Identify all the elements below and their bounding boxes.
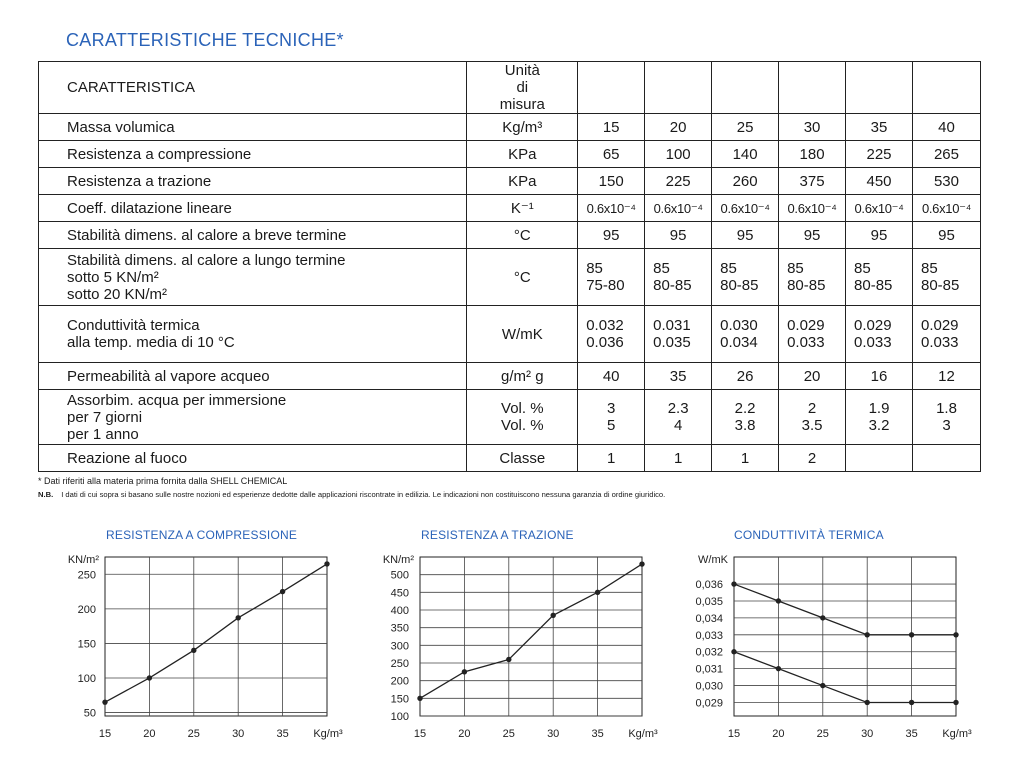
value-line: 15 xyxy=(602,118,620,136)
row-label-line: Stabilità dimens. al calore a breve termine xyxy=(67,226,347,244)
value-line: 80-85 xyxy=(720,277,759,294)
y-axis-label: KN/m² xyxy=(67,554,99,566)
value-line: 95 xyxy=(736,226,754,244)
value-line: 225 xyxy=(665,172,691,190)
x-tick-label: 15 xyxy=(727,728,741,740)
y-tick-label: 0,031 xyxy=(695,663,723,676)
y-tick-label: 0,034 xyxy=(695,612,723,625)
x-tick-label: 25 xyxy=(187,728,200,740)
value-line: 2.3 xyxy=(667,400,689,417)
value-line: 260 xyxy=(732,172,758,190)
value-line: 0.029 xyxy=(854,317,892,334)
value-line: 0.6x10⁻⁴ xyxy=(586,200,636,216)
nb-text: I dati di cui sopra si basano sulle nostre nozioni ed esperienze dedotte dalle applicazioni riscontrate in edilizia. Le indicazioni non costituiscono nessuna garanzia di ordine giuridico. xyxy=(61,490,666,499)
y-tick-label: 300 xyxy=(390,640,409,653)
value-line: 80-85 xyxy=(854,277,893,294)
header-unit-line: misura xyxy=(499,96,545,113)
value-line: 3.2 xyxy=(868,417,890,434)
value-line: 85 xyxy=(920,260,938,277)
x-tick-label: 25 xyxy=(502,728,515,740)
value-line: 1.9 xyxy=(868,400,890,417)
x-tick-label: 30 xyxy=(232,728,245,740)
data-point xyxy=(820,615,825,620)
x-tick-label: 35 xyxy=(905,728,918,740)
value-line: 75-80 xyxy=(586,277,625,294)
data-point xyxy=(820,683,825,688)
x-axis-label: Kg/m³ xyxy=(313,728,343,740)
chart-title-compression: RESISTENZA A COMPRESSIONE xyxy=(106,528,298,542)
y-tick-label: 200 xyxy=(77,603,96,616)
value-line: 30 xyxy=(803,118,821,136)
row-label-line: per 7 giorni xyxy=(67,408,143,426)
series-line xyxy=(734,584,956,635)
value-line: 12 xyxy=(938,367,955,385)
value-line: 0.6x10⁻⁴ xyxy=(787,200,837,216)
value-line: 0.029 xyxy=(787,317,825,334)
nb-label: N.B. xyxy=(38,490,54,499)
value-line: 0.031 xyxy=(653,317,691,334)
value-line: 95 xyxy=(669,226,687,244)
value-line: 35 xyxy=(870,118,888,136)
row-label-line: per 1 anno xyxy=(67,425,139,443)
value-line: 0.032 xyxy=(586,317,624,334)
data-point xyxy=(909,632,914,637)
value-line: 2 xyxy=(807,400,817,417)
value-line: 225 xyxy=(866,145,892,163)
row-unit-line: °C xyxy=(513,268,531,286)
chart-title-traction: RESISTENZA A TRAZIONE xyxy=(421,528,574,542)
y-tick-label: 0,029 xyxy=(695,697,723,710)
value-line: 1 xyxy=(607,449,616,467)
x-tick-label: 20 xyxy=(143,728,156,740)
x-tick-label: 25 xyxy=(816,728,829,740)
series-line xyxy=(734,652,956,703)
value-line: 0.036 xyxy=(586,334,624,351)
value-line: 85 xyxy=(586,260,603,277)
data-point xyxy=(909,700,914,705)
row-label-line: sotto 5 KN/m² xyxy=(67,268,159,286)
y-tick-label: 450 xyxy=(390,587,409,600)
row-unit-line: Vol. % xyxy=(501,400,544,417)
header-characteristic: CARATTERISTICA xyxy=(39,62,467,114)
value-line: 80-85 xyxy=(653,277,692,294)
row-unit-line: KPa xyxy=(508,172,537,190)
row-label-line: Resistenza a compressione xyxy=(67,145,252,163)
value-line: 20 xyxy=(803,367,821,385)
value-line: 3 xyxy=(607,400,616,417)
value-line: 140 xyxy=(732,145,758,163)
value-line: 1.8 xyxy=(936,400,957,417)
y-tick-label: 250 xyxy=(390,658,409,670)
data-point xyxy=(953,700,958,705)
value-line: 530 xyxy=(933,172,959,190)
value-line: 265 xyxy=(933,145,959,163)
value-line: 2 xyxy=(807,449,817,467)
value-line: 0.6x10⁻⁴ xyxy=(921,200,972,216)
value-line: 0.030 xyxy=(720,317,758,334)
row-label-line: sotto 20 KN/m² xyxy=(67,285,168,303)
y-tick-label: 0,030 xyxy=(695,680,723,693)
header-unit-line: di xyxy=(516,79,529,96)
row-label-line: alla temp. media di 10 °C xyxy=(67,334,235,351)
data-point xyxy=(731,581,736,586)
value-line: 0.6x10⁻⁴ xyxy=(854,200,904,216)
data-point xyxy=(865,700,870,705)
row-label-line: Assorbim. acqua per immersione xyxy=(67,391,287,409)
x-tick-label: 15 xyxy=(413,728,427,740)
x-tick-label: 30 xyxy=(861,728,874,740)
y-axis-label: KN/m² xyxy=(382,554,414,566)
y-tick-label: 100 xyxy=(390,711,409,723)
x-tick-label: 20 xyxy=(772,728,785,740)
row-unit-line: KPa xyxy=(508,145,537,163)
x-axis-label: Kg/m³ xyxy=(628,728,658,740)
value-line: 3.8 xyxy=(734,417,756,434)
row-unit-line: Classe xyxy=(499,449,546,467)
row-label-line: Permeabilità al vapore acqueo xyxy=(67,367,270,385)
x-tick-label: 35 xyxy=(591,728,604,740)
x-tick-label: 15 xyxy=(98,728,112,740)
value-line: 26 xyxy=(736,367,754,385)
value-line: 0.029 xyxy=(920,317,959,334)
y-tick-label: 150 xyxy=(390,693,409,706)
value-line: 0.6x10⁻⁴ xyxy=(720,200,770,216)
footnote: * Dati riferiti alla materia prima fornita dalla SHELL CHEMICAL xyxy=(38,476,288,486)
value-line: 85 xyxy=(854,260,871,277)
data-point xyxy=(731,649,736,654)
value-line: 375 xyxy=(799,172,825,190)
row-unit-line: Vol. % xyxy=(501,417,544,434)
plot-frame xyxy=(734,557,956,716)
y-tick-label: 0,033 xyxy=(695,629,723,642)
value-line: 5 xyxy=(607,417,616,434)
y-tick-label: 0,032 xyxy=(695,646,723,659)
value-line: 1 xyxy=(673,449,683,467)
value-line: 95 xyxy=(602,226,620,244)
data-point xyxy=(776,598,781,603)
row-label-line: Reazione al fuoco xyxy=(67,449,188,467)
x-axis-label: Kg/m³ xyxy=(942,728,972,740)
y-tick-label: 500 xyxy=(390,569,409,582)
value-line: 2.2 xyxy=(734,400,756,417)
value-line: 95 xyxy=(870,226,888,244)
x-tick-label: 20 xyxy=(458,728,471,740)
value-line: 3 xyxy=(942,417,951,434)
data-point xyxy=(865,632,870,637)
value-line: 85 xyxy=(787,260,804,277)
value-line: 450 xyxy=(866,172,892,190)
value-line: 80-85 xyxy=(787,277,826,294)
value-line: 95 xyxy=(803,226,821,244)
value-line: 85 xyxy=(720,260,737,277)
value-line: 80-85 xyxy=(920,277,960,294)
value-line: 3.5 xyxy=(801,417,823,434)
value-line: 0.035 xyxy=(653,334,691,351)
y-tick-label: 250 xyxy=(77,569,96,582)
y-axis-label: W/mK xyxy=(698,554,728,566)
x-tick-label: 30 xyxy=(547,728,560,740)
value-line: 0.033 xyxy=(920,334,959,351)
y-tick-label: 100 xyxy=(77,672,96,685)
value-line: 1 xyxy=(740,449,750,467)
value-line: 65 xyxy=(602,145,620,163)
value-line: 100 xyxy=(665,145,691,163)
row-unit-line: Kg/m³ xyxy=(502,118,543,136)
row-label-line: Coeff. dilatazione lineare xyxy=(67,199,232,217)
value-line: 180 xyxy=(799,145,825,163)
data-point xyxy=(776,666,781,671)
value-line: 20 xyxy=(669,118,687,136)
y-tick-label: 0,036 xyxy=(695,579,723,592)
value-line: 4 xyxy=(673,417,683,434)
y-tick-label: 0,035 xyxy=(695,595,723,608)
row-unit-line: K⁻¹ xyxy=(510,199,534,217)
value-line: 150 xyxy=(598,172,624,190)
y-tick-label: 150 xyxy=(77,638,96,651)
chart-title-conductivity: CONDUTTIVITÀ TERMICA xyxy=(734,528,884,542)
value-line: 35 xyxy=(669,367,687,385)
value-line: 40 xyxy=(602,367,620,385)
row-label-line: Massa volumica xyxy=(67,118,175,136)
value-line: 85 xyxy=(653,260,670,277)
value-line: 25 xyxy=(736,118,754,136)
value-line: 0.033 xyxy=(787,334,825,351)
row-unit-line: W/mK xyxy=(501,325,543,343)
y-tick-label: 50 xyxy=(83,707,96,720)
value-line: 0.6x10⁻⁴ xyxy=(653,200,703,216)
x-tick-label: 35 xyxy=(276,728,289,740)
value-line: 0.033 xyxy=(854,334,892,351)
row-label-line: Stabilità dimens. al calore a lungo termine xyxy=(67,251,346,269)
page-title: CARATTERISTICHE TECNICHE* xyxy=(66,30,344,50)
y-tick-label: 400 xyxy=(390,605,409,617)
value-line: 0.034 xyxy=(720,334,758,351)
value-line: 16 xyxy=(870,367,888,385)
data-point xyxy=(953,632,958,637)
y-tick-label: 350 xyxy=(390,622,409,635)
y-tick-label: 200 xyxy=(390,675,409,688)
value-line: 40 xyxy=(938,118,955,136)
row-label-line: Conduttività termica xyxy=(67,317,200,334)
value-line: 95 xyxy=(938,226,955,244)
header-unit-line: Unità xyxy=(504,62,540,79)
row-unit-line: g/m² g xyxy=(501,367,544,385)
row-unit-line: °C xyxy=(513,226,531,244)
row-label-line: Resistenza a trazione xyxy=(67,172,212,190)
